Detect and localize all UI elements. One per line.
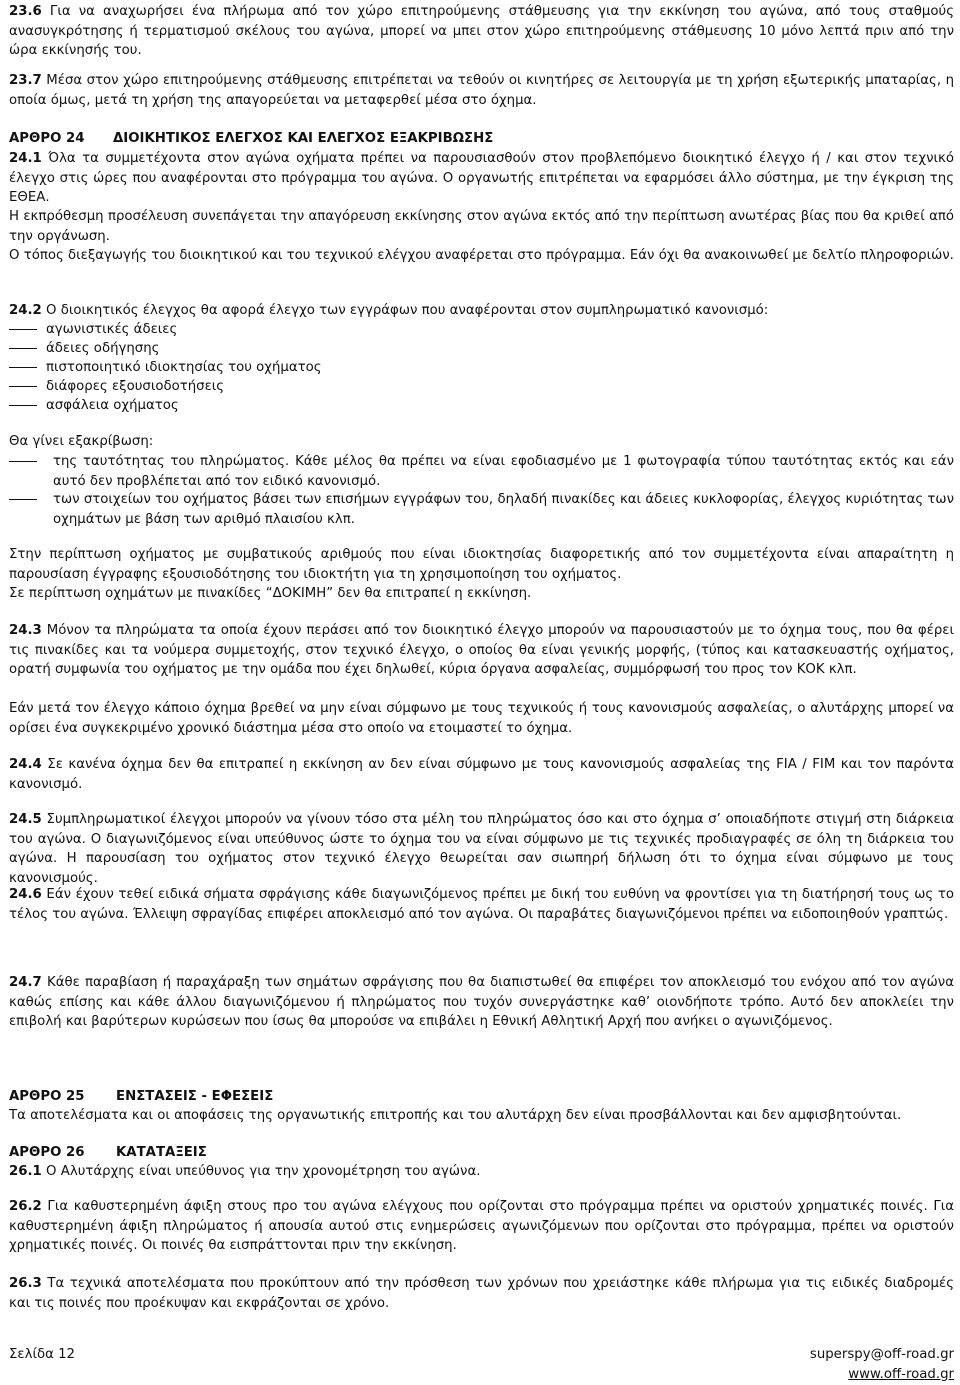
clause-24-3-followup: Εάν μετά τον έλεγχο κάποιο όχημα βρεθεί να μην είναι σύμφωνο με τους τεχνικούς ή τους κανονισμούς ασφαλείας, ο αλυτάρχης μπορεί να ορίσει ένα συγκεκριμένο χρονικό διάστημα μέσα στο οποίο να ετοιμαστεί το όχημα.: [9, 701, 954, 736]
clause-24-1-late: [9, 207, 954, 246]
verification-intro: Θα γίνει εξακρίβωση:: [9, 434, 154, 449]
clause-text: Για καθυστερημένη άφιξη στους προ του αγώνα ελέγχους που ορίζονται στο πρόγραμμα πρέπει να οριστούν χρηματικές ποινές. Για καθυστερημένη άφιξη πληρώματος ή απουσία αυτού στις ενημερώσεις αγωνιζόμενων που ορίζονται στο πρόγραμμα, πρέπει να οριστούν χρηματικές ποινές. Οι ποινές θα εισπράττονται πριν την εκκίνηση.: [9, 1199, 954, 1253]
clause-number: 26.1: [9, 1164, 42, 1179]
footer-email-link[interactable]: superspy@off-road.gr: [809, 1347, 954, 1362]
list-item: [9, 320, 177, 340]
article-label: ΑΡΘΡΟ 24: [9, 131, 85, 146]
article-label: ΑΡΘΡΟ 26: [9, 1145, 85, 1160]
dash-bullet: [9, 499, 37, 500]
article-24-heading: [9, 129, 493, 149]
article-title: ΔΙΟΙΚΗΤΙΚΟΣ ΕΛΕΓΧΟΣ ΚΑΙ ΕΛΕΓΧΟΣ ΕΞΑΚΡΙΒΩΣΗΣ: [113, 131, 494, 146]
clause-26-3: [9, 1274, 954, 1313]
clause-number: 26.3: [9, 1276, 42, 1291]
clause-24-2: [9, 301, 954, 321]
footer-contact: [810, 1345, 954, 1384]
clause-text: Κάθε παραβίαση ή παραχάραξη των σημάτων σφράγισης που θα διαπιστωθεί θα επιφέρει τον αποκλεισμό του ενόχου από τον αγώνα καθώς επίσης και κάθε άλλου διαγωνιζόμενου ή πληρώματος που τυχόν συνεργάστηκε καθ’ οιονδήποτε τρόπο. Αυτό δεν αποκλείει την επιβολή και βαρύτερων κυρώσεων που ίσως θα μπορούσε να επιβάλει η Εθνική Αθλητική Αρχή που ανήκει ο αγωνιζόμενος.: [9, 975, 954, 1029]
clause-text: Για να αναχωρήσει ένα πλήρωμα από τον χώρο επιτηρούμενης στάθμευσης για την εκκίνηση του αγώνα, από τους σταθμούς ανασυγκρότησης ή τερματισμού σκέλους του αγώνα, μπορεί να μπει στον χώρο επιτηρούμενης στάθμευσης 10 μόνο λεπτά πριν από την ώρα εκκίνησής του.: [9, 4, 954, 58]
clause-24-3: [9, 621, 954, 680]
clause-26-2: [9, 1197, 954, 1256]
clause-number: 24.1: [9, 151, 42, 166]
clause-text: Συμπληρωματικοί έλεγχοι μπορούν να γίνουν τόσο στα μέλη του πληρώματος όσο και στο όχημα σ’ οποιαδήποτε στιγμή στη διάρκεια του αγώνα. Ο διαγωνιζόμενος είναι υπεύθυνος ώστε το όχημα του να είναι σύμφωνο με τις τεχνικές προδιαγραφές σε όλη τη διάρκεια του αγώνα. Η παρουσίαση του οχήματος στον τεχνικό έλεγχο θεωρείται σαν σιωπηρή δήλωση ότι το όχημα είναι σύμφωνο με τους κανονισμούς.: [9, 812, 954, 886]
clause-24-1-place: [9, 246, 954, 266]
list-item: [9, 358, 322, 378]
clause-text: Μόνον τα πληρώματα τα οποία έχουν περάσει από τον διοικητικό έλεγχο μπορούν να παρουσιαστούν με το όχημα τους, που θα φέρει τις πινακίδες και τα νούμερα συμμετοχής, στον τεχνικό έλεγχο, ο οποίος θα είναι γενικής μορφής, (τύπος και κατασκευαστής οχήματος, ορατή συμφωνία του οχήματος με την ομάδα που έχει δηλωθεί, κύρια όργανα ασφαλείας, συμμόρφωσή του προς τον ΚΟΚ κλπ.: [9, 623, 954, 677]
list-item-text: διάφορες εξουσιοδοτήσεις: [46, 379, 225, 394]
dash-bullet: [9, 367, 37, 368]
verification-item: [9, 490, 954, 529]
clause-23-6: [9, 2, 954, 61]
article-25-heading: [9, 1087, 273, 1107]
clause-number: 24.2: [9, 303, 42, 318]
verification-item-text: των στοιχείων του οχήματος βάσει των επισήμων εγγράφων του, δηλαδή πινακίδες και άδειες κυκλοφορίας, έλεγχος κυριότητας των οχημάτων με βάση των αριθμό πλαισίου κλπ.: [53, 492, 954, 527]
dash-bullet: [9, 348, 37, 349]
list-item-text: αγωνιστικές άδειες: [46, 322, 178, 337]
clause-number: 24.4: [9, 757, 42, 772]
article-title: ΚΑΤΑΤΑΞΕΙΣ: [116, 1145, 207, 1160]
dash-bullet: [9, 461, 37, 462]
clause-text: Εάν έχουν τεθεί ειδικά σήματα σφράγισης κάθε διαγωνιζόμενος πρέπει με δική του ευθύνη να φροντίσει για τη διατήρησή τους ως το τέλος του αγώνα. Έλλειψη σφραγίδας επιφέρει αποκλεισμό από τον αγώνα. Οι παραβάτες διαγωνιζόμενοι πρέπει να ειδοποιηθούν γραπτώς.: [9, 887, 954, 922]
clause-24-6: [9, 885, 954, 924]
verification-item: [9, 452, 954, 491]
list-item-text: άδειες οδήγησης: [46, 341, 160, 356]
list-item-text: πιστοποιητικό ιδιοκτησίας του οχήματος: [46, 360, 322, 375]
clause-text: Ο Αλυτάρχης είναι υπεύθυνος για την χρονομέτρηση του αγώνα.: [41, 1164, 481, 1179]
list-item: [9, 396, 179, 416]
footer-website-link[interactable]: www.off-road.gr: [848, 1366, 954, 1382]
clause-text: Σε κανένα όχημα δεν θα επιτραπεί η εκκίνηση αν δεν είναι σύμφωνο με τους κανονισμούς ασφαλείας της FIA / FIM και τον παρόντα κανονισμό.: [9, 757, 954, 792]
clause-24-7: [9, 973, 954, 1032]
dash-bullet: [9, 386, 37, 387]
clause-text: Ο τόπος διεξαγωγής του διοικητικού και του τεχνικού ελέγχου αναφέρεται στο πρόγραμμα. Εάν όχι θα ανακοινωθεί με δελτίο πληροφοριών.: [9, 248, 954, 263]
clause-23-7: [9, 71, 954, 110]
clause-text: Όλα τα συμμετέχοντα στον αγώνα οχήματα πρέπει να παρουσιασθούν στον προβλεπόμενο διοικητικό έλεγχο ή / και στον τεχνικό έλεγχο στις ώρες που αναφέρονται στο πρόγραμμα του αγώνα. Ο οργανωτής επιτρέπεται να εφαρμόσει άλλο σύστημα, με την έγκριση της ΕΘΕΑ.: [9, 151, 954, 205]
clause-24-2-test-plates: Σε περίπτωση οχημάτων με πινακίδες “ΔΟΚΙΜΗ” δεν θα επιτραπεί η εκκίνηση.: [9, 586, 532, 601]
clause-number: 26.2: [9, 1199, 42, 1214]
clause-24-2-ownership: Στην περίπτωση οχήματος με συμβατικούς αριθμούς που είναι ιδιοκτησίας διαφορετικής από τον συμμετέχοντα είναι απαραίτητη η παρουσίαση έγγραφης εξουσιοδότησης του ιδιοκτήτη για τη χρησιμοποίηση του οχήματος.: [9, 547, 954, 582]
clause-number: 24.5: [9, 812, 42, 827]
article-title: ΕΝΣΤΑΣΕΙΣ - ΕΦΕΣΕΙΣ: [116, 1089, 274, 1104]
dash-bullet: [9, 405, 37, 406]
clause-text: Μέσα στον χώρο επιτηρούμενης στάθμευσης επιτρέπεται να τεθούν οι κινητήρες σε λειτουργία με τη χρήση εξωτερικής μπαταρίας, η οποία όμως, μετά τη χρήση της απαγορεύεται να μεταφερθεί μέσα στο όχημα.: [9, 73, 954, 108]
clause-number: 24.3: [9, 623, 42, 638]
list-item: [9, 339, 159, 359]
article-label: ΑΡΘΡΟ 25: [9, 1089, 85, 1104]
verification-item-text: της ταυτότητας του πληρώματος. Κάθε μέλος θα πρέπει να είναι εφοδιασμένο με 1 φωτογραφία τύπου ταυτότητας εκτός και εάν αυτό δεν προβλέπεται από τον ειδικό κανονισμό.: [53, 454, 954, 489]
clause-text: Η εκπρόθεσμη προσέλευση συνεπάγεται την απαγόρευση εκκίνησης στον αγώνα εκτός από την περίπτωση ανωτέρας βίας που θα κριθεί από την οργάνωση.: [9, 209, 954, 244]
clause-number: 23.6: [9, 4, 42, 19]
article-26-heading: [9, 1143, 207, 1163]
dash-bullet: [9, 329, 37, 330]
clause-number: 24.6: [9, 887, 42, 902]
clause-number: 24.7: [9, 975, 42, 990]
clause-24-4: [9, 755, 954, 794]
clause-24-5: [9, 810, 954, 888]
list-item-text: ασφάλεια οχήματος: [46, 398, 179, 413]
article-25-text: Τα αποτελέσματα και οι αποφάσεις της οργανωτικής επιτροπής και του αλυτάρχη δεν είναι προσβάλλονται και δεν αμφισβητούνται.: [9, 1108, 902, 1123]
clause-text: Ο διοικητικός έλεγχος θα αφορά έλεγχο των εγγράφων που αναφέρονται στον συμπληρωματικό κανονισμό:: [41, 303, 769, 318]
clause-24-1: [9, 149, 954, 208]
list-item: [9, 377, 224, 397]
clause-number: 23.7: [9, 73, 42, 88]
page-number: Σελίδα 12: [9, 1347, 76, 1362]
clause-26-1: [9, 1162, 954, 1182]
clause-text: Τα τεχνικά αποτελέσματα που προκύπτουν από την πρόσθεση των χρόνων που χρειάστηκε κάθε πλήρωμα για τις ειδικές διαδρομές και τις ποινές που προέκυψαν και εκφράζονται σε χρόνο.: [9, 1276, 954, 1311]
